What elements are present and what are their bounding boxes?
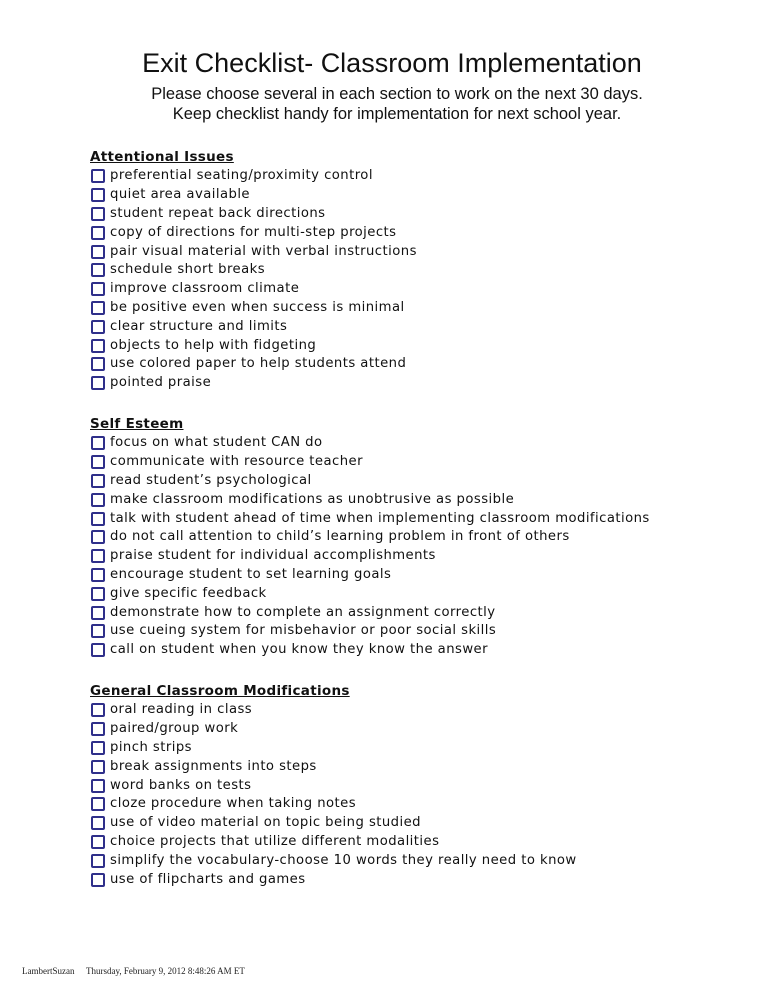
checkbox[interactable] xyxy=(91,301,105,315)
checklist-item[interactable] xyxy=(90,603,650,622)
checklist-item[interactable] xyxy=(90,870,577,889)
checklist-item-label: simplify the vocabulary-choose 10 words they really need to know xyxy=(110,852,577,868)
checkbox[interactable] xyxy=(91,643,105,657)
checkbox[interactable] xyxy=(91,797,105,811)
checklist-item[interactable] xyxy=(90,814,577,833)
checklist-item[interactable] xyxy=(90,299,417,318)
checklist-item-label: pointed praise xyxy=(110,375,212,391)
checkbox[interactable] xyxy=(91,816,105,830)
checklist-item-label: make classroom modifications as unobtrusive as possible xyxy=(110,491,515,507)
checklist-item-label: use of flipcharts and games xyxy=(110,871,306,887)
checklist-item-label: talk with student ahead of time when implementing classroom modifications xyxy=(110,510,650,526)
checklist-item[interactable] xyxy=(90,851,577,870)
checkbox[interactable] xyxy=(91,854,105,868)
checklist-item-label: improve classroom climate xyxy=(110,281,300,297)
checkbox[interactable] xyxy=(91,207,105,221)
checklist-item[interactable] xyxy=(90,336,417,355)
checkbox[interactable] xyxy=(91,436,105,450)
checkbox[interactable] xyxy=(91,512,105,526)
checklist-item-label: clear structure and limits xyxy=(110,318,288,334)
checklist-item[interactable] xyxy=(90,776,577,795)
checklist-item-label: paired/group work xyxy=(110,721,239,737)
checklist-item[interactable] xyxy=(90,186,417,205)
checklist-item-label: student repeat back directions xyxy=(110,205,326,221)
checklist-item[interactable] xyxy=(90,509,650,528)
checklist-item[interactable] xyxy=(90,472,650,491)
checklist-item-label: break assignments into steps xyxy=(110,758,317,774)
checklist-item-label: read student’s psychological xyxy=(110,472,312,488)
checkbox[interactable] xyxy=(91,320,105,334)
checklist-item[interactable] xyxy=(90,757,577,776)
checklist-item[interactable] xyxy=(90,795,577,814)
checklist-item[interactable] xyxy=(90,374,417,393)
checklist-item[interactable] xyxy=(90,317,417,336)
checkbox[interactable] xyxy=(91,493,105,507)
checkbox[interactable] xyxy=(91,263,105,277)
checklist-item[interactable] xyxy=(90,434,650,453)
checklist-item[interactable] xyxy=(90,641,650,660)
section-title: General Classroom Modifications xyxy=(90,683,350,699)
checklist-item-label: do not call attention to child’s learning problem in front of others xyxy=(110,529,570,545)
checkbox[interactable] xyxy=(91,779,105,793)
checklist-item-label: be positive even when success is minimal xyxy=(110,299,405,315)
section-attentional-issues xyxy=(90,148,417,393)
checklist-item-label: cloze procedure when taking notes xyxy=(110,796,357,812)
checklist-item-label: use of video material on topic being studied xyxy=(110,815,422,831)
checklist-item-label: focus on what student CAN do xyxy=(110,435,323,451)
section-general-classroom-modifications xyxy=(90,682,577,889)
checkbox[interactable] xyxy=(91,245,105,259)
checklist-item[interactable] xyxy=(90,833,577,852)
checkbox[interactable] xyxy=(91,376,105,390)
checklist-item-label: quiet area available xyxy=(110,187,250,203)
checklist-item-label: demonstrate how to complete an assignment correctly xyxy=(110,604,496,620)
checklist-item[interactable] xyxy=(90,261,417,280)
checklist-item[interactable] xyxy=(90,167,417,186)
section-self-esteem xyxy=(90,415,650,660)
checklist-item-label: copy of directions for multi-step projects xyxy=(110,224,397,240)
checkbox[interactable] xyxy=(91,549,105,563)
checkbox[interactable] xyxy=(91,455,105,469)
checklist-item-label: pinch strips xyxy=(110,739,192,755)
checklist-item-label: objects to help with fidgeting xyxy=(110,337,317,353)
checklist-item[interactable] xyxy=(90,280,417,299)
page-title: Exit Checklist- Classroom Implementation xyxy=(142,48,642,78)
checkbox[interactable] xyxy=(91,357,105,371)
checklist-item[interactable] xyxy=(90,720,577,739)
checklist-item[interactable] xyxy=(90,205,417,224)
checkbox[interactable] xyxy=(91,339,105,353)
checklist-item-label: call on student when you know they know the answer xyxy=(110,642,488,658)
section-title: Self Esteem xyxy=(90,416,184,432)
checkbox[interactable] xyxy=(91,606,105,620)
checklist-item-label: choice projects that utilize different modalities xyxy=(110,833,440,849)
checklist-item-label: give specific feedback xyxy=(110,585,267,601)
checkbox[interactable] xyxy=(91,169,105,183)
checkbox[interactable] xyxy=(91,474,105,488)
checkbox[interactable] xyxy=(91,760,105,774)
checkbox[interactable] xyxy=(91,188,105,202)
checkbox[interactable] xyxy=(91,703,105,717)
footer-timestamp: Thursday, February 9, 2012 8:48:26 AM ET xyxy=(86,966,245,976)
checklist-item[interactable] xyxy=(90,739,577,758)
checklist-item-label: communicate with resource teacher xyxy=(110,454,363,470)
checkbox[interactable] xyxy=(91,873,105,887)
checkbox[interactable] xyxy=(91,624,105,638)
checklist-item[interactable] xyxy=(90,528,650,547)
footer-author: LambertSuzan xyxy=(22,966,75,976)
checklist-item-label: use cueing system for misbehavior or poor social skills xyxy=(110,623,497,639)
checklist-item[interactable] xyxy=(90,223,417,242)
checklist-item-label: schedule short breaks xyxy=(110,262,266,278)
checklist-item[interactable] xyxy=(90,622,650,641)
checklist-item-label: encourage student to set learning goals xyxy=(110,566,392,582)
checklist-item[interactable] xyxy=(90,566,650,585)
checkbox[interactable] xyxy=(91,226,105,240)
checkbox[interactable] xyxy=(91,530,105,544)
checkbox[interactable] xyxy=(91,741,105,755)
checklist-item[interactable] xyxy=(90,490,650,509)
instructions-line-2: Keep checklist handy for implementation for next school year. xyxy=(172,105,622,123)
checklist-item[interactable] xyxy=(90,701,577,720)
checkbox[interactable] xyxy=(91,282,105,296)
section-title: Attentional Issues xyxy=(90,149,234,165)
instructions-line-1: Please choose several in each section to work on the next 30 days. xyxy=(151,85,643,103)
checklist-item[interactable] xyxy=(90,547,650,566)
checklist-item-label: praise student for individual accomplishments xyxy=(110,548,436,564)
checklist-item[interactable] xyxy=(90,453,650,472)
checkbox[interactable] xyxy=(91,835,105,849)
checklist-item-label: pair visual material with verbal instructions xyxy=(110,243,417,259)
checklist-item-label: use colored paper to help students attend xyxy=(110,356,407,372)
checklist-item-label: word banks on tests xyxy=(110,777,252,793)
checklist-item[interactable] xyxy=(90,584,650,603)
checklist-item[interactable] xyxy=(90,355,417,374)
checkbox[interactable] xyxy=(91,722,105,736)
checkbox[interactable] xyxy=(91,568,105,582)
checklist-item[interactable] xyxy=(90,242,417,261)
checklist-item-label: oral reading in class xyxy=(110,702,253,718)
checkbox[interactable] xyxy=(91,587,105,601)
checklist-item-label: preferential seating/proximity control xyxy=(110,168,373,184)
